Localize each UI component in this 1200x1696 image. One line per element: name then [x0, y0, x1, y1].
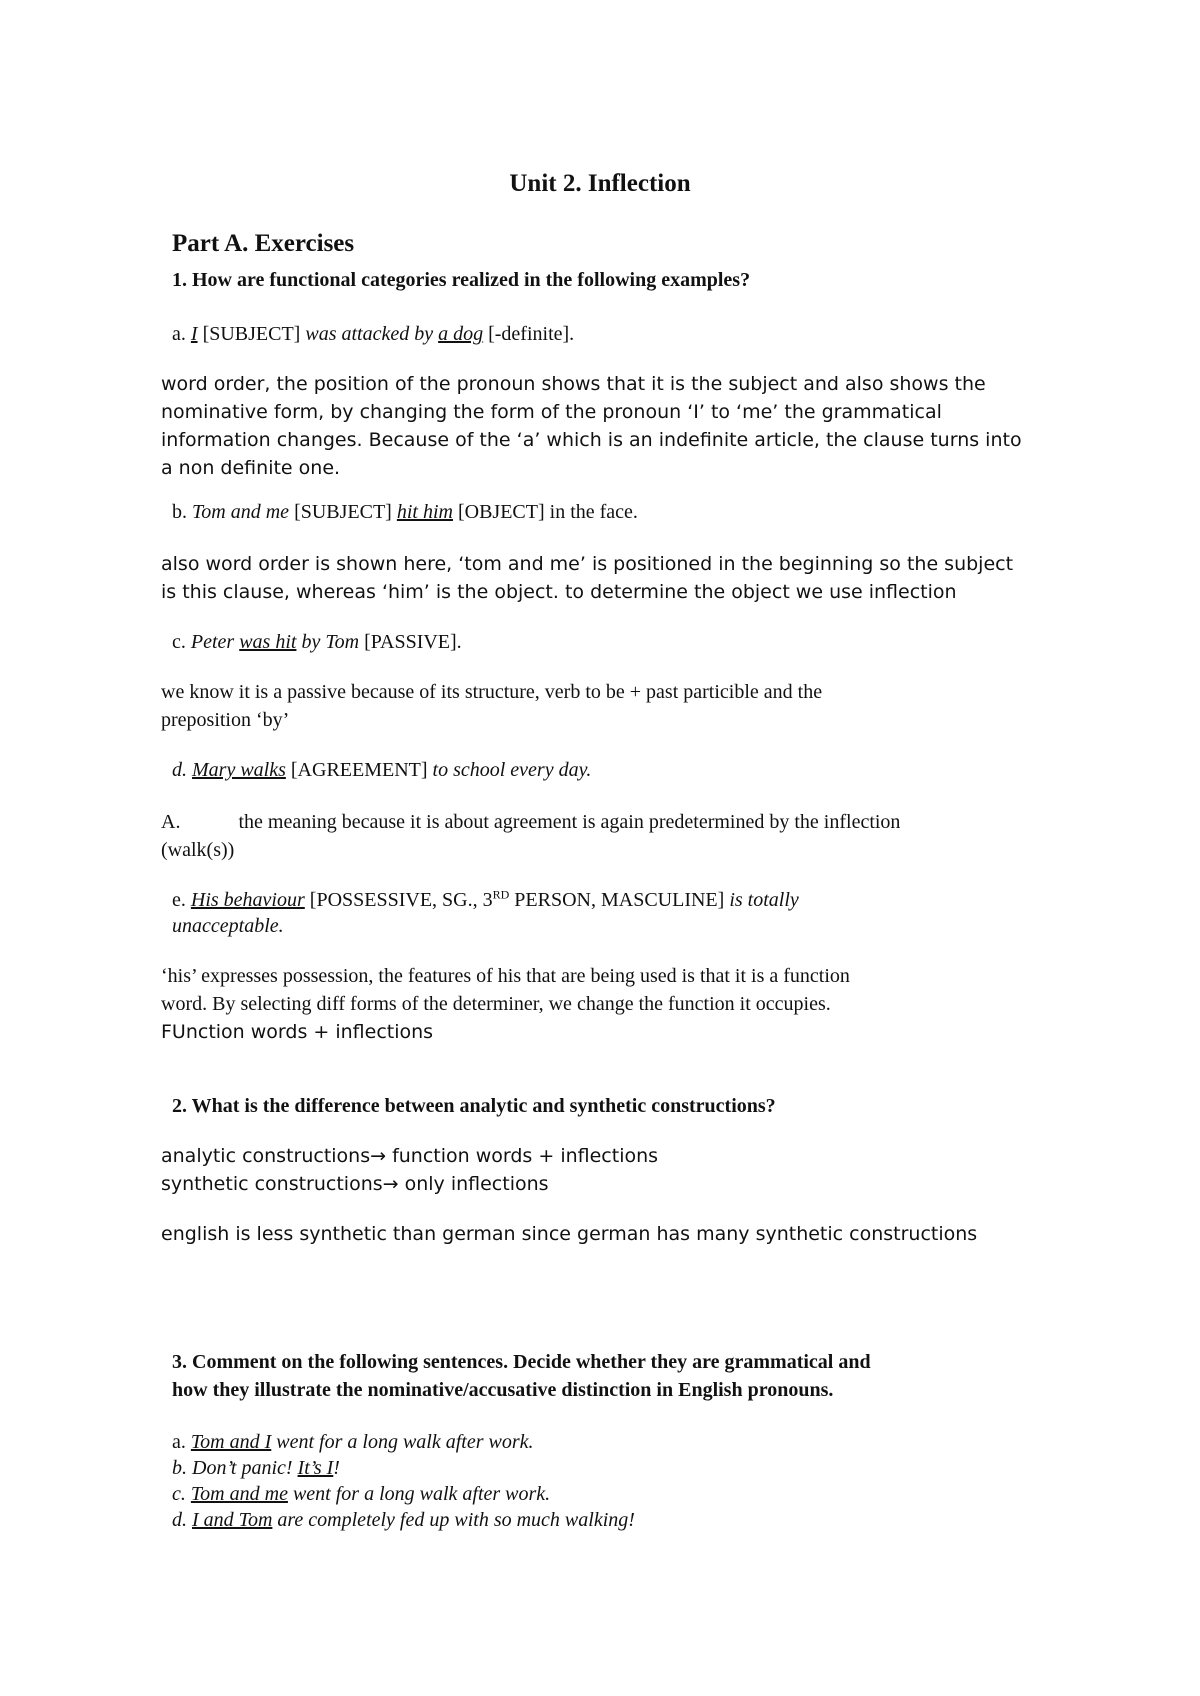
- example-1a: a. I [SUBJECT] was attacked by a dog [-definite].: [172, 323, 575, 345]
- answer-1a: word order, the position of the pronoun shows that it is the subject and also shows the nominative form, by changing the form of the pronoun ‘I’ to ‘me’ the grammatical information changes. Because of the ‘a’ which is an indefinite article, the clause turns into a non definite one.: [161, 373, 1022, 479]
- question-3: 3. Comment on the following sentences. Decide whether they are grammatical and how they illustrate the nominative/accusative distinction in English pronouns.: [172, 1351, 871, 1401]
- question-2: 2. What is the difference between analytic and synthetic constructions?: [172, 1095, 776, 1117]
- answer-1b: also word order is shown here, ‘tom and me’ is positioned in the beginning so the subject is this clause, whereas ‘him’ is the object. to determine the object we use inflection: [161, 553, 1014, 603]
- answer-1c: we know it is a passive because of its structure, verb to be + past particible and the preposition ‘by’: [161, 681, 823, 731]
- sentence-3c: c. Tom and me went for a long walk after work.: [172, 1483, 551, 1505]
- answer-1d: A. the meaning because it is about agreement is again predetermined by the inflection (walk(s)): [161, 811, 901, 861]
- section-heading: Part A. Exercises: [172, 230, 355, 257]
- answer-2: analytic constructions→ function words + inflections synthetic constructions→ only inflections: [161, 1145, 659, 1195]
- example-1e-cont: unacceptable.: [172, 915, 284, 937]
- example-1c: c. Peter was hit by Tom [PASSIVE].: [172, 631, 462, 653]
- sentence-3d: d. I and Tom are completely fed up with so much walking!: [172, 1509, 635, 1531]
- sentence-3a: a. Tom and I went for a long walk after work.: [172, 1431, 534, 1453]
- answer-2-conclusion: english is less synthetic than german since german has many synthetic constructions: [161, 1223, 978, 1245]
- example-1b: b. Tom and me [SUBJECT] hit him [OBJECT] in the face.: [172, 501, 638, 523]
- answer-1e: ‘his’ expresses possession, the features of his that are being used is that it is a function word. By selecting diff forms of the determiner, we change the function it occupies. FUnction words + inflections: [161, 965, 850, 1043]
- example-1d: d. Mary walks [AGREEMENT] to school every day.: [172, 759, 592, 781]
- example-1e: e. His behaviour [POSSESSIVE, SG., 3RD PERSON, MASCULINE] is totally: [172, 887, 799, 911]
- question-1: 1. How are functional categories realized in the following examples?: [172, 269, 751, 291]
- page-title: Unit 2. Inflection: [509, 170, 691, 197]
- sentence-3b: b. Don’t panic! It’s I!: [172, 1457, 340, 1479]
